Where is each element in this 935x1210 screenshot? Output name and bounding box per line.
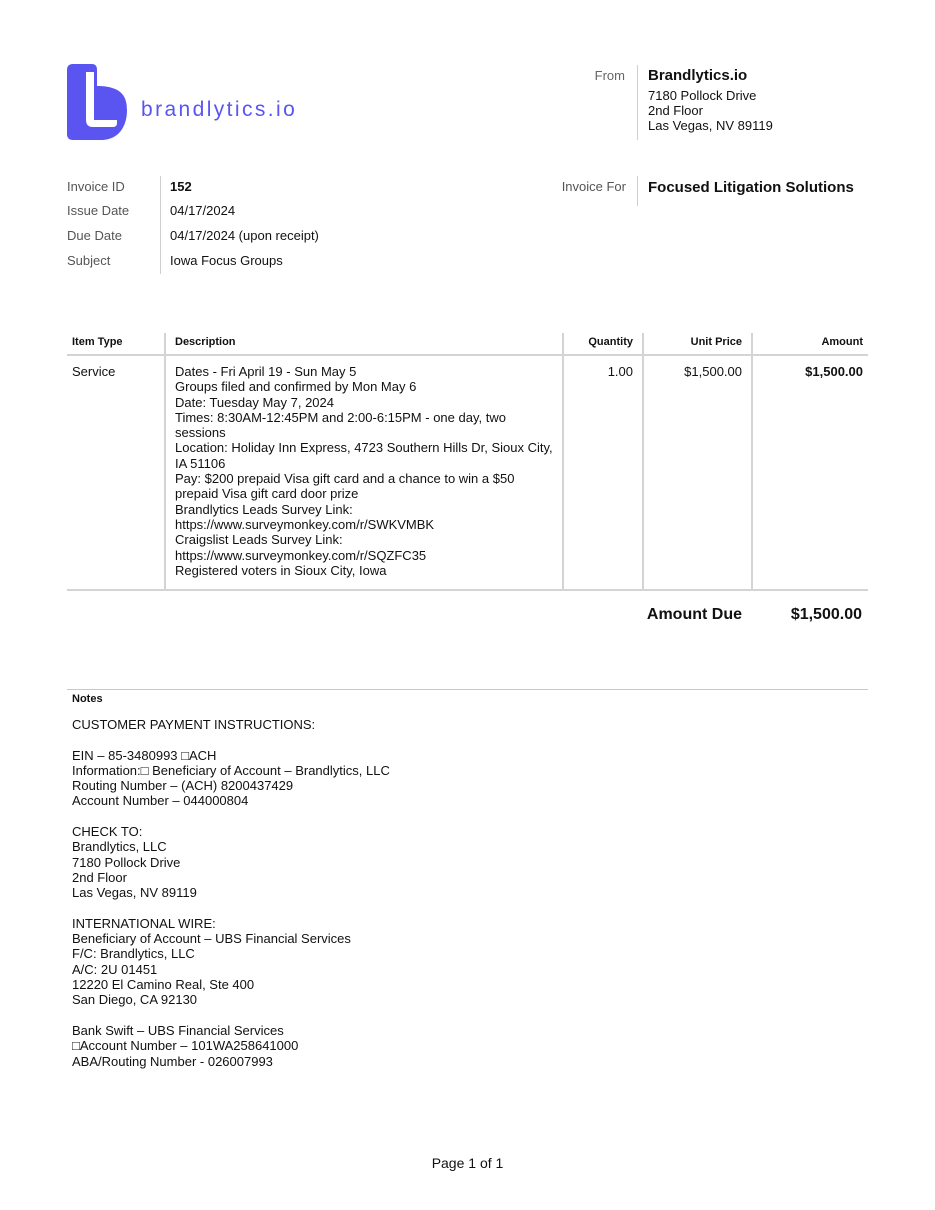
from-address-line: 2nd Floor (648, 103, 703, 118)
description-line: Pay: $200 prepaid Visa gift card and a chance to win a $50 prepaid Visa gift card door prize (175, 471, 515, 502)
column-divider (164, 333, 166, 590)
description-line: Dates - Fri April 19 - Sun May 5 (175, 364, 357, 379)
notes-line: □Account Number – 101WA258641000 (72, 1038, 299, 1054)
brandlytics-logo-icon (67, 64, 127, 140)
issue-date-label: Issue Date (67, 203, 130, 218)
description-line: Brandlytics Leads Survey Link: (175, 501, 353, 517)
amount-due-label: Amount Due (646, 606, 742, 623)
notes-line: F/C: Brandlytics, LLC (72, 946, 195, 962)
notes-line (72, 1008, 672, 1023)
description-line: https://www.surveymonkey.com/r/SWKVMBK (175, 516, 435, 532)
description-cell (175, 364, 560, 578)
description-line: Registered voters in Sioux City, Iowa (175, 562, 387, 578)
logo-wordmark: brandlytics.io (141, 98, 298, 121)
unit-price-cell: $1,500.00 (684, 364, 742, 379)
quantity-cell: 1.00 (607, 364, 633, 379)
from-address-line: Las Vegas, NV 89119 (648, 118, 773, 133)
description-line: https://www.surveymonkey.com/r/SQZFC35 (175, 547, 427, 563)
notes-line: A/C: 2U 01451 (72, 961, 158, 977)
notes-line (72, 901, 672, 916)
meta-divider (160, 176, 161, 274)
column-header-unit-price: Unit Price (690, 336, 742, 348)
column-header-quantity: Quantity (588, 336, 633, 348)
notes-line: CUSTOMER PAYMENT INSTRUCTIONS: (72, 717, 316, 732)
notes-line: Account Number – 044000804 (72, 793, 249, 809)
invoice-for-divider (637, 176, 638, 206)
invoice-for-label: Invoice For (561, 179, 626, 194)
column-header-item-type: Item Type (72, 336, 123, 348)
from-address-line: 7180 Pollock Drive (648, 88, 757, 103)
page-number: Page 1 of 1 (431, 1155, 504, 1171)
notes-line: 7180 Pollock Drive (72, 854, 181, 870)
invoice-id-label: Invoice ID (67, 179, 125, 194)
column-divider (562, 333, 564, 590)
column-divider (751, 333, 753, 590)
invoice-id-value: 152 (170, 179, 192, 194)
from-company-name: Brandlytics.io (648, 67, 748, 84)
table-bottom-rule (67, 589, 868, 591)
notes-line: Beneficiary of Account – UBS Financial Services (72, 931, 351, 947)
notes-line: Routing Number – (ACH) 8200437429 (72, 778, 294, 794)
notes-line: 2nd Floor (72, 869, 127, 885)
notes-line: 12220 El Camino Real, Ste 400 (72, 977, 255, 993)
column-divider (642, 333, 644, 590)
description-line: Groups filed and confirmed by Mon May 6 (175, 379, 417, 395)
description-line: Location: Holiday Inn Express, 4723 Southern Hills Dr, Sioux City, IA 51106 (175, 440, 553, 471)
column-header-amount: Amount (821, 336, 863, 348)
from-label: From (594, 68, 625, 83)
notes-title: Notes (72, 693, 103, 705)
notes-line: Las Vegas, NV 89119 (72, 885, 197, 901)
notes-line (72, 809, 672, 824)
notes-line: INTERNATIONAL WIRE: (72, 915, 216, 931)
item-type-cell: Service (72, 364, 116, 379)
issue-date-value: 04/17/2024 (170, 203, 236, 218)
notes-line: Information:□ Beneficiary of Account – Brandlytics, LLC (72, 762, 390, 778)
notes-line: Bank Swift – UBS Financial Services (72, 1022, 284, 1038)
notes-line: EIN – 85-3480993 □ACH (72, 747, 217, 763)
description-line: Times: 8:30AM-12:45PM and 2:00-6:15PM - one day, two sessions (175, 409, 506, 441)
due-date-value: 04/17/2024 (upon receipt) (170, 228, 319, 243)
notes-divider (67, 689, 868, 690)
invoice-for-value: Focused Litigation Solutions (648, 179, 854, 196)
description-line: Date: Tuesday May 7, 2024 (175, 394, 334, 410)
notes-line (72, 732, 672, 747)
subject-label: Subject (67, 253, 111, 268)
description-line: Craigslist Leads Survey Link: (175, 532, 343, 548)
column-header-description: Description (175, 336, 236, 348)
notes-line: San Diego, CA 92130 (72, 992, 198, 1008)
subject-value: Iowa Focus Groups (170, 253, 283, 268)
amount-cell: $1,500.00 (805, 364, 863, 379)
notes-line: ABA/Routing Number - 026007993 (72, 1053, 273, 1069)
notes-body (72, 717, 672, 1069)
notes-line: Brandlytics, LLC (72, 839, 167, 855)
due-date-label: Due Date (67, 228, 122, 243)
header-rule (67, 354, 868, 356)
amount-due-value: $1,500.00 (790, 606, 862, 623)
from-divider (637, 65, 638, 140)
notes-line: CHECK TO: (72, 824, 143, 840)
